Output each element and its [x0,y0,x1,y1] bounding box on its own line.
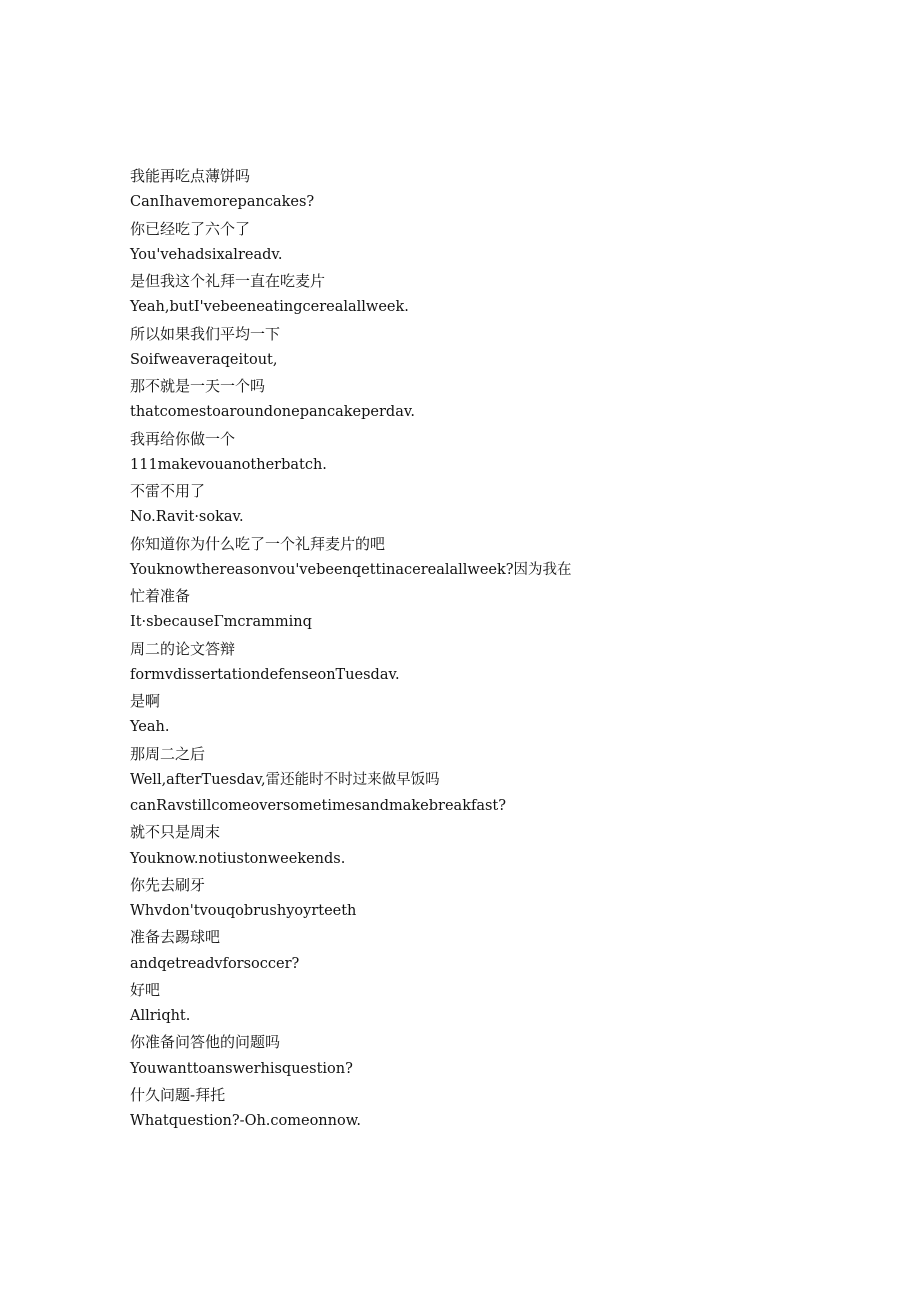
transcript-line: 就不只是周末 [130,823,221,842]
transcript-line: Yeah. [130,719,170,736]
transcript-line: No.Ravit·sokav. [130,509,244,526]
transcript-line: Yeah,butI'vebeeneatingcerealallweek. [130,299,409,316]
transcript-line: formvdissertationdefenseonTuesdav. [130,666,400,683]
transcript-line: Youknowthereasonvou'vebeenqettinacerealallweek?因为我在 [130,561,572,578]
transcript-line: 所以如果我们平均一下 [130,324,281,343]
transcript-line: Whvdon'tvouqobrushyoyrteeth [130,903,357,919]
transcript-line: Whatquestion?-Oh.comeonnow. [130,1113,362,1129]
transcript-line: 是但我这个礼拜一直在吃麦片 [130,272,326,290]
transcript-line: 我再给你做一个 [130,429,236,448]
transcript-line: 好吧 [130,980,161,999]
transcript-line: 你准备问答他的问题吗 [130,1033,281,1052]
transcript-line: 忙着准备 [130,587,191,605]
transcript-line: 111makevouanotherbatch. [130,456,327,473]
transcript-line: andqetreadvforsoccer? [130,955,300,972]
transcript-line: 什久问题-拜托 [130,1085,226,1104]
transcript-line: 那不就是一天一个吗 [130,377,266,395]
transcript-line: 准备去踢球吧 [130,928,221,947]
transcript-line: Youknow.notiustonweekends. [130,850,346,867]
transcript-line: 是啊 [130,692,161,710]
transcript-line: 你先去刷牙 [130,875,206,894]
transcript-line: It·sbecauseΓmcramminq [130,614,312,631]
transcript-line: Soifweaveraqeitout, [130,351,278,368]
transcript-line: You'vehadsixalreadv. [130,246,283,263]
transcript-line: CanIhavemorepancakes? [130,194,315,211]
transcript-line: thatcomestoaroundonepancakeperdav. [130,404,415,421]
transcript-line: 那周二之后 [130,744,206,763]
transcript-line: Well,afterTuesdav,雷还能时不时过来做早饭吗 [130,771,440,788]
transcript-line: Youwanttoanswerhisquestion? [130,1060,353,1077]
transcript-line: 周二的论文答辩 [130,639,236,658]
transcript-line: 不雷不用了 [130,482,206,500]
transcript [130,163,890,1134]
transcript-line: Allriqht. [130,1008,191,1024]
transcript-line: 你知道你为什么吃了一个礼拜麦片的吧 [130,534,386,553]
transcript-line: 你已经吃了六个了 [130,219,251,238]
transcript-line: 我能再吃点薄饼吗 [130,167,251,185]
transcript-line: canRavstillcomeoversometimesandmakebreakfast? [130,798,507,814]
